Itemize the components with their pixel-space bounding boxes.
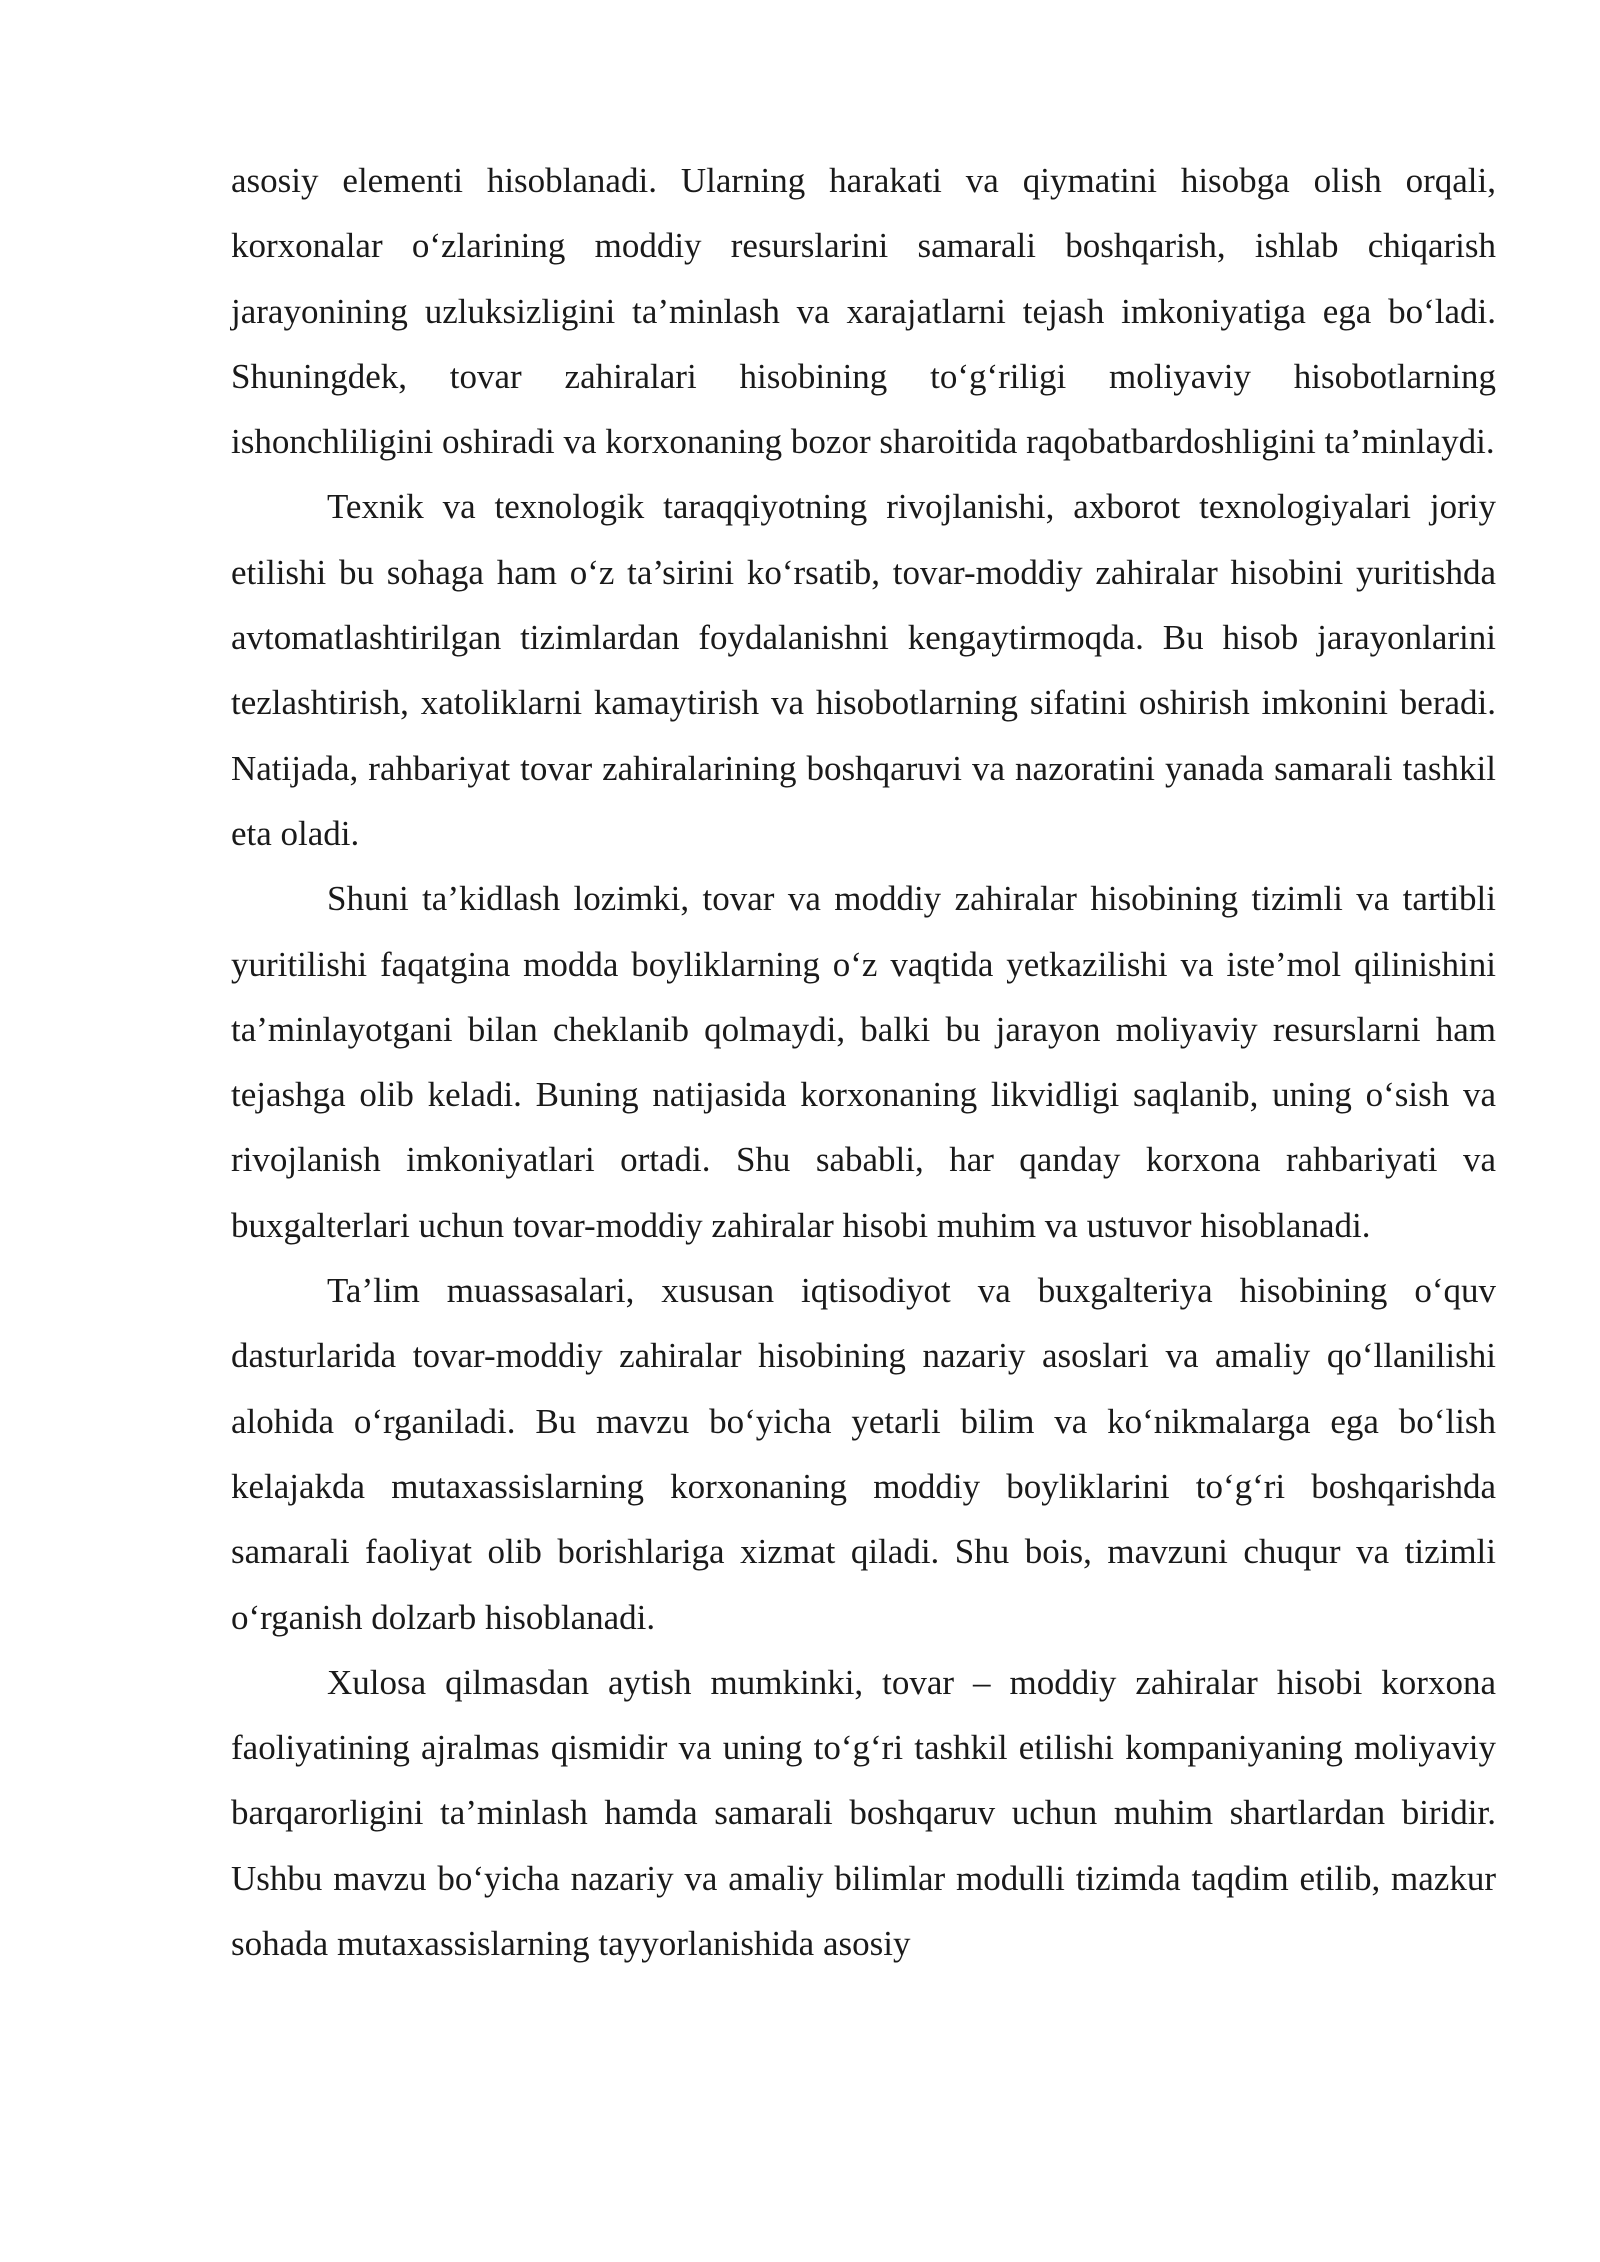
- paragraph: Shuni ta’kidlash lozimki, tovar va moddiy zahiralar hisobining tizimli va tartibli yuritilishi faqatgina modda boyliklarning o‘z vaqtida yetkazilishi va iste’mol qilinishini ta’minlayotgani bilan cheklanib qolmaydi, balki bu jarayon moliyaviy resurslarni ham tejashga olib keladi. Buning natijasida korxonaning likvidligi saqlanib, uning o‘sish va rivojlanish imkoniyatlari ortadi. Shu sababli, har qanday korxona rahbariyati va buxgalterlari uchun tovar-moddiy zahiralar hisobi muhim va ustuvor hisoblanadi.: [231, 879, 1496, 1245]
- paragraph: Ta’lim muassasalari, xususan iqtisodiyot va buxgalteriya hisobining o‘quv dasturlarida tovar-moddiy zahiralar hisobining nazariy asoslari va amaliy qo‘llanilishi alohida o‘rganiladi. Bu mavzu bo‘yicha yetarli bilim va ko‘nikmalarga ega bo‘lish kelajakda mutaxassislarning korxonaning moddiy boyliklarini to‘g‘ri boshqarishda samarali faoliyat olib borishlariga xizmat qiladi. Shu bois, mavzuni chuqur va tizimli o‘rganish dolzarb hisoblanadi.: [231, 1271, 1496, 1637]
- paragraph: Texnik va texnologik taraqqiyotning rivojlanishi, axborot texnologiyalari joriy etilishi bu sohaga ham o‘z ta’sirini ko‘rsatib, tovar-moddiy zahiralar hisobini yuritishda avtomatlashtirilgan tizimlardan foydalanishni kengaytirmoqda. Bu hisob jarayonlarini tezlashtirish, xatoliklarni kamaytirish va hisobotlarning sifatini oshirish imkonini beradi. Natijada, rahbariyat tovar zahiralarining boshqaruvi va nazoratini yanada samarali tashkil eta oladi.: [231, 487, 1496, 853]
- body-text: [231, 148, 1496, 1976]
- paragraph-continued: asosiy elementi hisoblanadi. Ularning harakati va qiymatini hisobga olish orqali, korxonalar o‘zlarining moddiy resurslarini samarali boshqarish, ishlab chiqarish jarayonining uzluksizligini ta’minlash va xarajatlarni tejash imkoniyatiga ega bo‘ladi. Shuningdek, tovar zahiralari hisobining to‘g‘riligi moliyaviy hisobotlarning ishonchliligini oshiradi va korxonaning bozor sharoitida raqobatbardoshligini ta’minlaydi.: [231, 161, 1496, 462]
- paragraph: Xulosa qilmasdan aytish mumkinki, tovar – moddiy zahiralar hisobi korxona faoliyatining ajralmas qismidir va uning to‘g‘ri tashkil etilishi kompaniyaning moliyaviy barqarorligini ta’minlash hamda samarali boshqaruv uchun muhim shartlardan biridir. Ushbu mavzu bo‘yicha nazariy va amaliy bilimlar modulli tizimda taqdim etilib, mazkur sohada mutaxassislarning tayyorlanishida asosiy: [231, 1662, 1496, 1964]
